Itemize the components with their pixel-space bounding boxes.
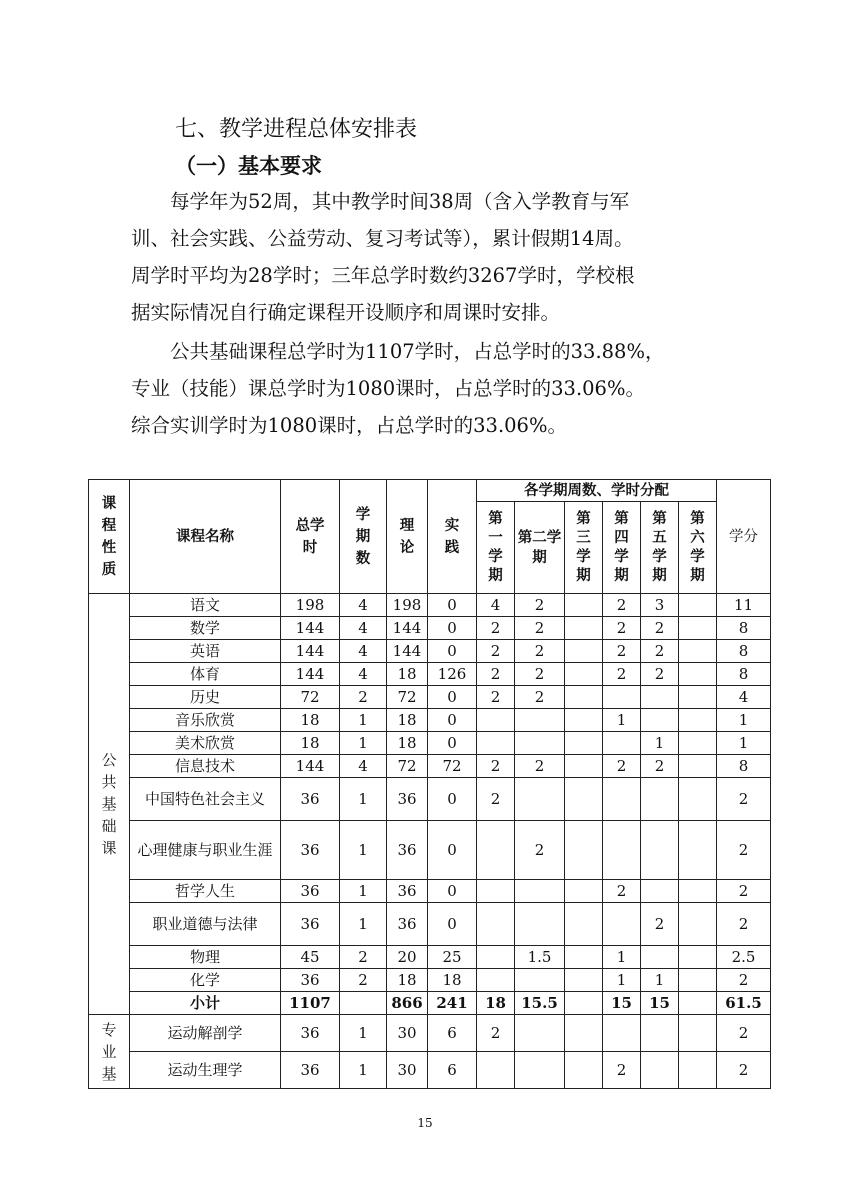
cell-total-hours: 36	[281, 969, 340, 992]
cell-sem3	[565, 946, 603, 969]
table-row	[89, 755, 771, 778]
cell-sem1	[477, 821, 515, 880]
cell-sem4: 2	[603, 640, 641, 663]
cell-sem4: 15	[603, 992, 641, 1015]
cell-course-name: 运动解剖学	[130, 1015, 281, 1052]
cell-semesters: 2	[340, 686, 387, 709]
cell-sem6	[679, 1052, 717, 1089]
header-sem3	[565, 502, 603, 594]
table-row	[89, 663, 771, 686]
cell-sem6	[679, 732, 717, 755]
cell-total-hours: 144	[281, 640, 340, 663]
header-course-type	[89, 480, 130, 594]
table-row	[89, 1015, 771, 1052]
cell-sem2	[515, 969, 565, 992]
cell-total-hours: 198	[281, 594, 340, 617]
cell-sem2	[515, 709, 565, 732]
cell-theory: 18	[387, 663, 428, 686]
cell-credits: 8	[717, 663, 771, 686]
header-total-hours	[281, 480, 340, 594]
cell-credits: 2	[717, 969, 771, 992]
cell-total-hours: 144	[281, 663, 340, 686]
cell-practice: 18	[428, 969, 477, 992]
cell-total-hours: 144	[281, 617, 340, 640]
cell-sem2: 2	[515, 663, 565, 686]
cell-sem4: 2	[603, 755, 641, 778]
paragraph-teaching-time	[131, 183, 731, 331]
cell-practice: 25	[428, 946, 477, 969]
cell-practice: 0	[428, 617, 477, 640]
paragraph-line: 训、社会实践、公益劳动、复习考试等），累计假期14周。	[131, 227, 634, 250]
cell-sem3	[565, 732, 603, 755]
cell-credits: 2	[717, 903, 771, 946]
header-semesters-text: 学期数	[355, 506, 371, 567]
cell-sem3	[565, 821, 603, 880]
group-professional	[89, 1015, 130, 1089]
cell-theory: 18	[387, 709, 428, 732]
cell-theory: 36	[387, 880, 428, 903]
cell-sem5	[641, 1052, 679, 1089]
cell-sem4: 2	[603, 663, 641, 686]
cell-theory: 36	[387, 821, 428, 880]
cell-total-hours: 36	[281, 821, 340, 880]
cell-sem6	[679, 903, 717, 946]
paragraph-line: 据实际情况自行确定课程开设顺序和周课时安排。	[131, 301, 561, 324]
cell-semesters: 4	[340, 640, 387, 663]
cell-credits: 61.5	[717, 992, 771, 1015]
cell-sem4	[603, 821, 641, 880]
table-row	[89, 709, 771, 732]
cell-sem4: 2	[603, 594, 641, 617]
cell-total-hours: 1107	[281, 992, 340, 1015]
cell-sem5: 2	[641, 617, 679, 640]
cell-theory: 30	[387, 1052, 428, 1089]
cell-theory: 198	[387, 594, 428, 617]
cell-course-name: 小计	[130, 992, 281, 1015]
header-theory	[387, 480, 428, 594]
cell-semesters: 1	[340, 1015, 387, 1052]
cell-semesters: 1	[340, 903, 387, 946]
cell-sem1: 2	[477, 663, 515, 686]
header-sem1-text: 第一学期	[488, 510, 503, 584]
table-row	[89, 732, 771, 755]
cell-sem3	[565, 709, 603, 732]
paragraph-line: 综合实训学时为1080课时，占总学时的33.06%。	[131, 414, 567, 437]
cell-semesters: 1	[340, 778, 387, 821]
table-row	[89, 594, 771, 617]
cell-sem5: 2	[641, 755, 679, 778]
cell-sem1: 2	[477, 1015, 515, 1052]
cell-sem2	[515, 732, 565, 755]
cell-practice: 0	[428, 778, 477, 821]
cell-sem2: 1.5	[515, 946, 565, 969]
cell-sem5	[641, 946, 679, 969]
cell-sem4: 1	[603, 969, 641, 992]
cell-practice: 6	[428, 1015, 477, 1052]
cell-sem5: 15	[641, 992, 679, 1015]
header-credits: 学分	[717, 480, 771, 594]
group-professional-label: 专业基	[101, 1021, 117, 1083]
cell-practice: 6	[428, 1052, 477, 1089]
cell-sem6	[679, 640, 717, 663]
cell-sem2: 15.5	[515, 992, 565, 1015]
table-row	[89, 821, 771, 880]
header-theory-text: 理论	[399, 517, 415, 556]
header-course-type-text: 课程性质	[101, 495, 117, 578]
cell-semesters: 1	[340, 1052, 387, 1089]
teaching-plan-table	[88, 479, 771, 1089]
cell-sem4: 2	[603, 1052, 641, 1089]
cell-theory: 18	[387, 969, 428, 992]
cell-course-name: 美术欣赏	[130, 732, 281, 755]
cell-sem5: 2	[641, 663, 679, 686]
cell-sem5: 2	[641, 640, 679, 663]
cell-course-name: 心理健康与职业生涯	[130, 821, 281, 880]
cell-sem5	[641, 1015, 679, 1052]
cell-sem3	[565, 903, 603, 946]
paragraph-hour-ratio	[131, 333, 731, 444]
cell-sem2: 2	[515, 617, 565, 640]
cell-theory: 36	[387, 778, 428, 821]
cell-sem2: 2	[515, 594, 565, 617]
cell-course-name: 化学	[130, 969, 281, 992]
cell-sem4	[603, 686, 641, 709]
header-total-hours-text: 总学时	[295, 517, 325, 556]
header-sem1	[477, 502, 515, 594]
cell-practice: 0	[428, 903, 477, 946]
cell-theory: 144	[387, 640, 428, 663]
cell-credits: 2	[717, 1015, 771, 1052]
cell-sem2: 2	[515, 755, 565, 778]
cell-theory: 866	[387, 992, 428, 1015]
page-number: 15	[417, 1116, 433, 1130]
cell-sem1	[477, 969, 515, 992]
header-sem4	[603, 502, 641, 594]
cell-course-name: 历史	[130, 686, 281, 709]
header-sem6-text: 第六学期	[690, 510, 705, 584]
cell-sem1: 2	[477, 686, 515, 709]
cell-practice: 241	[428, 992, 477, 1015]
header-sem2: 第二学期	[515, 502, 565, 594]
cell-sem1	[477, 903, 515, 946]
cell-credits: 2	[717, 1052, 771, 1089]
table-row	[89, 969, 771, 992]
cell-sem1: 2	[477, 778, 515, 821]
cell-semesters: 4	[340, 617, 387, 640]
cell-sem1: 2	[477, 640, 515, 663]
header-sem5	[641, 502, 679, 594]
cell-credits: 2.5	[717, 946, 771, 969]
cell-semesters: 4	[340, 663, 387, 686]
table-row	[89, 1052, 771, 1089]
cell-total-hours: 72	[281, 686, 340, 709]
cell-credits: 2	[717, 880, 771, 903]
cell-practice: 0	[428, 640, 477, 663]
cell-sem6	[679, 1015, 717, 1052]
cell-theory: 36	[387, 903, 428, 946]
cell-course-name: 中国特色社会主义	[130, 778, 281, 821]
cell-sem6	[679, 778, 717, 821]
cell-practice: 126	[428, 663, 477, 686]
cell-sem1: 18	[477, 992, 515, 1015]
cell-semesters: 4	[340, 594, 387, 617]
cell-sem6	[679, 755, 717, 778]
cell-semesters: 1	[340, 732, 387, 755]
cell-credits: 2	[717, 821, 771, 880]
cell-credits: 1	[717, 709, 771, 732]
cell-course-name: 职业道德与法律	[130, 903, 281, 946]
table-row	[89, 903, 771, 946]
header-distribution: 各学期周数、学时分配	[477, 480, 717, 502]
cell-credits: 8	[717, 617, 771, 640]
cell-sem2	[515, 880, 565, 903]
cell-sem3	[565, 755, 603, 778]
table-row	[89, 778, 771, 821]
cell-total-hours: 36	[281, 1015, 340, 1052]
header-semesters	[340, 480, 387, 594]
cell-theory: 30	[387, 1015, 428, 1052]
table-row	[89, 617, 771, 640]
cell-practice: 0	[428, 686, 477, 709]
cell-sem6	[679, 969, 717, 992]
cell-sem6	[679, 709, 717, 732]
section-title: 七、教学进程总体安排表	[175, 117, 418, 142]
cell-sem5	[641, 778, 679, 821]
cell-credits: 11	[717, 594, 771, 617]
cell-sem1: 2	[477, 617, 515, 640]
cell-sem4	[603, 732, 641, 755]
cell-course-name: 英语	[130, 640, 281, 663]
header-course-name: 课程名称	[130, 480, 281, 594]
cell-sem2: 2	[515, 821, 565, 880]
header-sem3-text: 第三学期	[576, 510, 591, 584]
cell-sem4: 1	[603, 709, 641, 732]
cell-practice: 72	[428, 755, 477, 778]
cell-practice: 0	[428, 732, 477, 755]
cell-credits: 8	[717, 755, 771, 778]
cell-course-name: 运动生理学	[130, 1052, 281, 1089]
header-sem6	[679, 502, 717, 594]
cell-sem6	[679, 594, 717, 617]
cell-sem2	[515, 778, 565, 821]
table-row	[89, 686, 771, 709]
subsection-title: （一）基本要求	[175, 153, 322, 178]
cell-sem4: 2	[603, 880, 641, 903]
cell-total-hours: 36	[281, 903, 340, 946]
cell-credits: 1	[717, 732, 771, 755]
cell-semesters: 2	[340, 969, 387, 992]
cell-sem1: 2	[477, 755, 515, 778]
cell-sem4	[603, 1015, 641, 1052]
cell-sem1: 4	[477, 594, 515, 617]
cell-sem5	[641, 709, 679, 732]
cell-sem3	[565, 594, 603, 617]
subtotal-row	[89, 992, 771, 1015]
cell-sem2	[515, 1052, 565, 1089]
cell-sem3	[565, 663, 603, 686]
cell-course-name: 数学	[130, 617, 281, 640]
paragraph-line: 周学时平均为28学时；三年总学时数约3267学时，学校根	[131, 264, 635, 287]
cell-theory: 144	[387, 617, 428, 640]
cell-total-hours: 18	[281, 732, 340, 755]
cell-sem5	[641, 821, 679, 880]
cell-theory: 20	[387, 946, 428, 969]
paragraph-line: 公共基础课程总学时为1107学时，占总学时的33.88%，	[131, 340, 665, 363]
cell-practice: 0	[428, 594, 477, 617]
cell-sem6	[679, 946, 717, 969]
cell-sem6	[679, 663, 717, 686]
table-row	[89, 880, 771, 903]
cell-course-name: 哲学人生	[130, 880, 281, 903]
cell-practice: 0	[428, 709, 477, 732]
cell-sem6	[679, 686, 717, 709]
cell-sem5: 3	[641, 594, 679, 617]
cell-sem4	[603, 903, 641, 946]
cell-sem2: 2	[515, 686, 565, 709]
cell-credits: 2	[717, 778, 771, 821]
cell-practice: 0	[428, 880, 477, 903]
cell-sem6	[679, 821, 717, 880]
cell-sem4	[603, 778, 641, 821]
cell-sem6	[679, 880, 717, 903]
header-practice-text: 实践	[444, 517, 460, 556]
cell-sem3	[565, 1052, 603, 1089]
cell-sem5: 1	[641, 732, 679, 755]
cell-sem4: 2	[603, 617, 641, 640]
cell-sem5: 1	[641, 969, 679, 992]
cell-sem3	[565, 640, 603, 663]
cell-sem3	[565, 992, 603, 1015]
cell-sem4: 1	[603, 946, 641, 969]
cell-total-hours: 36	[281, 880, 340, 903]
cell-sem2: 2	[515, 640, 565, 663]
cell-sem6	[679, 617, 717, 640]
cell-course-name: 物理	[130, 946, 281, 969]
cell-semesters: 4	[340, 755, 387, 778]
cell-sem1	[477, 1052, 515, 1089]
cell-course-name: 音乐欣赏	[130, 709, 281, 732]
group-public-basic	[89, 594, 130, 1015]
header-practice	[428, 480, 477, 594]
cell-practice: 0	[428, 821, 477, 880]
cell-semesters: 1	[340, 880, 387, 903]
cell-credits: 4	[717, 686, 771, 709]
cell-course-name: 语文	[130, 594, 281, 617]
cell-total-hours: 45	[281, 946, 340, 969]
cell-sem5: 2	[641, 903, 679, 946]
cell-sem3	[565, 617, 603, 640]
cell-sem3	[565, 880, 603, 903]
cell-sem3	[565, 1015, 603, 1052]
cell-total-hours: 36	[281, 1052, 340, 1089]
cell-sem1	[477, 880, 515, 903]
cell-sem5	[641, 686, 679, 709]
header-sem4-text: 第四学期	[614, 510, 629, 584]
cell-sem6	[679, 992, 717, 1015]
cell-sem3	[565, 686, 603, 709]
cell-sem5	[641, 880, 679, 903]
cell-sem3	[565, 778, 603, 821]
cell-theory: 18	[387, 732, 428, 755]
cell-sem1	[477, 732, 515, 755]
cell-sem3	[565, 969, 603, 992]
cell-total-hours: 36	[281, 778, 340, 821]
cell-theory: 72	[387, 686, 428, 709]
cell-course-name: 体育	[130, 663, 281, 686]
cell-sem2	[515, 903, 565, 946]
cell-total-hours: 18	[281, 709, 340, 732]
cell-sem1	[477, 946, 515, 969]
table-row	[89, 946, 771, 969]
cell-semesters: 2	[340, 946, 387, 969]
table-body	[89, 594, 771, 1089]
group-public-basic-label: 公共基础课	[101, 751, 117, 857]
cell-semesters	[340, 992, 387, 1015]
cell-sem1	[477, 709, 515, 732]
paragraph-line: 专业（技能）课总学时为1080课时，占总学时的33.06%。	[131, 377, 645, 400]
paragraph-line: 每学年为52周，其中教学时间38周（含入学教育与军	[131, 190, 630, 213]
cell-credits: 8	[717, 640, 771, 663]
header-sem5-text: 第五学期	[652, 510, 667, 584]
cell-theory: 72	[387, 755, 428, 778]
cell-sem2	[515, 1015, 565, 1052]
cell-course-name: 信息技术	[130, 755, 281, 778]
table-header	[89, 480, 771, 594]
table-row	[89, 640, 771, 663]
cell-total-hours: 144	[281, 755, 340, 778]
cell-semesters: 1	[340, 821, 387, 880]
cell-semesters: 1	[340, 709, 387, 732]
